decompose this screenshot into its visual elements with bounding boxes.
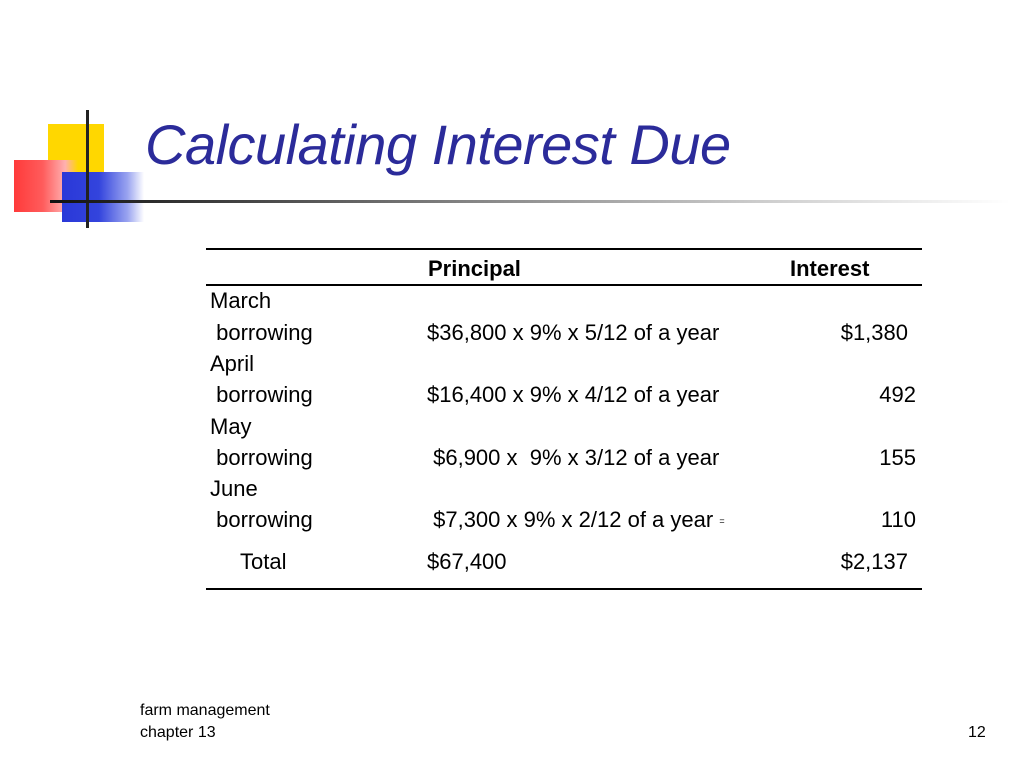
row-principal: $36,800 x 9% x 5/12 of a year xyxy=(427,320,720,345)
row-label: borrowing xyxy=(210,382,313,407)
row-principal xyxy=(427,507,725,534)
slide-title: Calculating Interest Due xyxy=(145,113,731,176)
row-principal-text: $7,300 x 9% x 2/12 of a year xyxy=(427,507,714,532)
row-principal-mark: = xyxy=(719,516,725,527)
logo-blue-square xyxy=(62,172,144,222)
row-month: April xyxy=(210,351,255,376)
total-principal: $67,400 xyxy=(427,549,507,574)
logo-vertical-line xyxy=(86,110,89,228)
page-number: 12 xyxy=(968,724,986,741)
title-underline xyxy=(50,200,1010,203)
row-label: borrowing xyxy=(210,320,313,345)
footer-line2: chapter 13 xyxy=(140,724,216,741)
row-month: May xyxy=(210,414,252,439)
row-interest: 110 xyxy=(880,507,916,532)
row-interest: $1,380 xyxy=(840,320,908,345)
row-interest: 492 xyxy=(879,382,916,407)
total-label: Total xyxy=(240,549,287,574)
row-principal: $6,900 x 9% x 3/12 of a year xyxy=(427,445,720,470)
row-principal: $16,400 x 9% x 4/12 of a year xyxy=(427,382,720,407)
row-label: borrowing xyxy=(210,445,313,470)
row-label: borrowing xyxy=(210,507,313,532)
total-interest: $2,137 xyxy=(840,549,908,574)
footer-line1: farm management xyxy=(140,702,270,719)
footer-course xyxy=(140,700,270,744)
row-month: June xyxy=(210,476,258,501)
row-interest: 155 xyxy=(879,445,916,470)
interest-table xyxy=(206,248,922,590)
header-divider xyxy=(206,284,922,286)
header-interest: Interest xyxy=(790,256,870,281)
header-principal: Principal xyxy=(428,256,521,281)
row-month: March xyxy=(210,288,272,313)
